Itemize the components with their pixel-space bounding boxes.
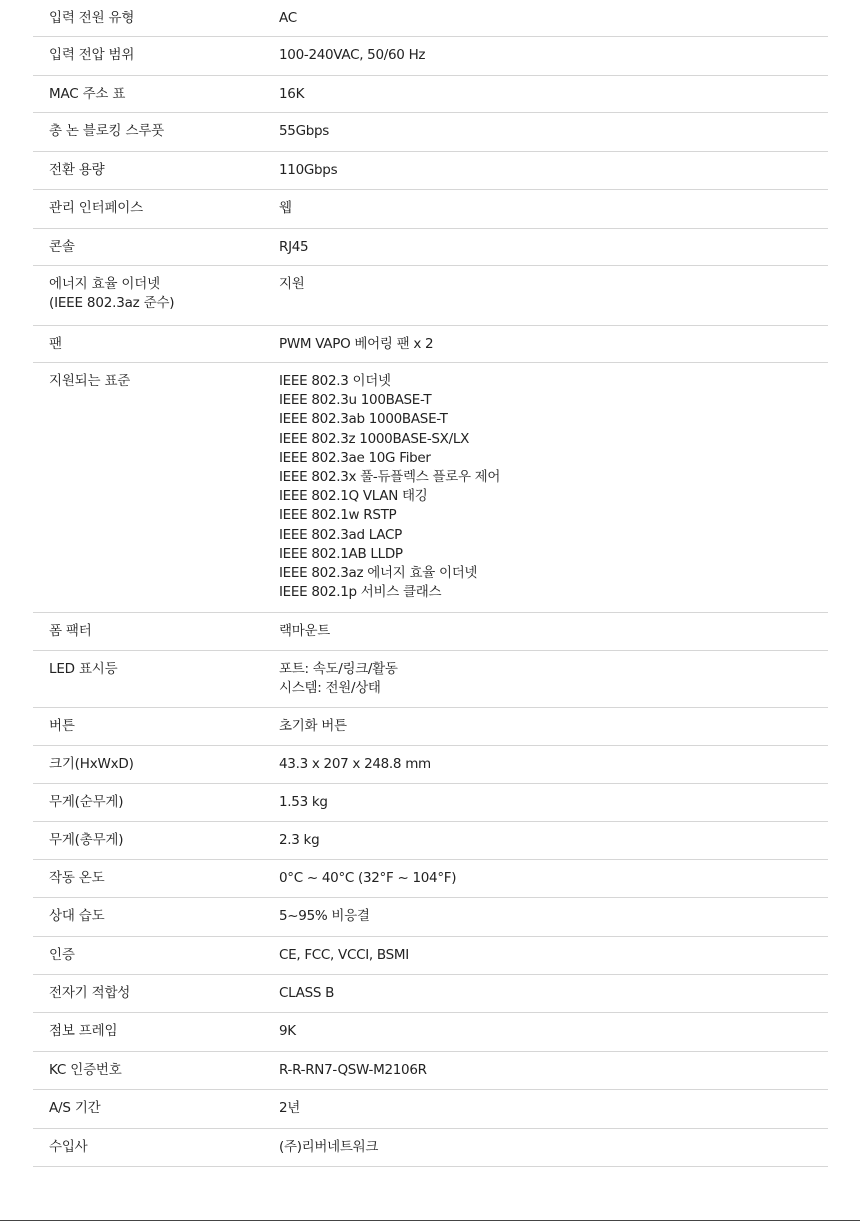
spec-value-line: 43.3 x 207 x 248.8 mm [279,756,431,772]
spec-value-line: CE, FCC, VCCI, BSMI [279,947,409,963]
spec-label: 입력 전원 유형 [49,10,135,26]
spec-value-line: AC [279,10,297,26]
spec-value-line: R-R-RN7-QSW-M2106R [279,1062,427,1078]
spec-label: 작동 온도 [49,870,105,886]
spec-value [279,1061,828,1080]
spec-row [33,784,828,822]
spec-row [33,326,828,363]
spec-value-line: IEEE 802.3x 풀-듀플렉스 플로우 제어 [279,469,501,486]
spec-row [33,822,828,860]
spec-table [33,0,828,1167]
spec-value [279,275,828,294]
spec-row [33,190,828,229]
spec-value [279,1099,828,1118]
spec-value-line: IEEE 802.3z 1000BASE-SX/LX [279,430,470,447]
spec-label: MAC 주소 표 [49,86,126,102]
spec-value [279,161,828,180]
spec-value-line: 110Gbps [279,162,338,178]
spec-value-line: IEEE 802.1p 서비스 클래스 [279,584,442,601]
spec-value [279,907,828,926]
spec-value [279,1138,828,1157]
spec-value-line: 웹 [279,200,292,216]
spec-value [279,717,828,736]
spec-row [33,76,828,113]
spec-row [33,975,828,1013]
spec-label: 입력 전압 범위 [49,47,135,63]
spec-label: 크기(HxWxD) [49,756,134,772]
spec-value-line: (주)리버네트워크 [279,1139,379,1155]
spec-value [279,238,828,257]
spec-row [33,651,828,708]
spec-value [279,199,828,218]
spec-value-line: IEEE 802.3 이더넷 [279,373,391,389]
spec-value [279,793,828,812]
spec-row [33,898,828,937]
spec-value [279,122,828,141]
spec-value-line: 0°C ~ 40°C (32°F ~ 104°F) [279,870,457,886]
spec-value [279,831,828,850]
spec-value-line: 100-240VAC, 50/60 Hz [279,47,426,63]
bottom-divider [0,1220,860,1221]
spec-row [33,229,828,266]
spec-value-line: CLASS B [279,985,335,1001]
spec-value-line: 9K [279,1023,296,1039]
spec-value-line: IEEE 802.3u 100BASE-T [279,392,432,409]
spec-value [279,46,828,65]
spec-row [33,1052,828,1090]
spec-row [33,613,828,651]
spec-value-line: RJ45 [279,239,309,255]
spec-label: 지원되는 표준 [49,373,131,389]
spec-value [279,660,828,698]
spec-value-line: 초기화 버튼 [279,718,347,734]
spec-row [33,37,828,76]
spec-value [279,372,828,602]
spec-label: 버튼 [49,718,75,734]
spec-value-line: 16K [279,86,305,102]
spec-label: A/S 기간 [49,1100,101,1116]
spec-row [33,152,828,190]
spec-value [279,1022,828,1041]
spec-value-line: IEEE 802.1AB LLDP [279,545,403,562]
spec-row [33,113,828,152]
spec-label: 상대 습도 [49,908,105,924]
spec-value [279,984,828,1003]
spec-value-line: IEEE 802.3az 에너지 효율 이더넷 [279,565,478,582]
spec-value-line: 지원 [279,276,305,292]
spec-row [33,0,828,37]
spec-label: 콘솔 [49,239,75,255]
spec-row [33,1090,828,1129]
spec-label: 전환 용량 [49,162,105,178]
spec-value-line: PWM VAPO 베어링 팬 x 2 [279,336,434,352]
spec-value [279,946,828,965]
spec-label: LED 표시등 [49,661,118,677]
spec-label: KC 인증번호 [49,1062,122,1078]
spec-value-line: IEEE 802.1Q VLAN 태깅 [279,488,428,505]
spec-label: 총 논 블로킹 스루풋 [49,123,165,139]
spec-value-line: 55Gbps [279,123,330,139]
spec-row [33,708,828,746]
spec-value [279,869,828,888]
spec-label: 폼 팩터 [49,623,92,639]
spec-value-line: 시스템: 전원/상태 [279,680,381,697]
spec-row [33,1013,828,1052]
spec-value-line: 5~95% 비응결 [279,908,370,924]
spec-row [33,746,828,784]
spec-value-line: IEEE 802.1w RSTP [279,507,397,524]
spec-label: 관리 인터페이스 [49,200,143,216]
spec-value [279,85,828,104]
spec-value-line: IEEE 802.3ae 10G Fiber [279,449,431,466]
spec-label: 전자기 적합성 [49,985,131,1001]
spec-row [33,266,828,326]
spec-label: 수입사 [49,1139,88,1155]
spec-row [33,363,828,613]
spec-value-line: 2.3 kg [279,832,320,848]
spec-value-line: 1.53 kg [279,794,328,810]
spec-value-line: IEEE 802.3ad LACP [279,526,402,543]
spec-value-line: 2년 [279,1100,301,1116]
spec-label: 무게(총무게) [49,832,124,848]
spec-label: 에너지 효율 이더넷 (IEEE 802.3az 준수) [49,276,175,311]
spec-row [33,1129,828,1167]
spec-label: 팬 [49,336,62,352]
spec-value [279,755,828,774]
spec-label: 무게(순무게) [49,794,124,810]
spec-label: 점보 프레임 [49,1023,118,1039]
spec-row [33,937,828,975]
spec-value-line: 포트: 속도/링크/활동 [279,661,398,677]
spec-label: 인증 [49,947,75,963]
spec-value-line: IEEE 802.3ab 1000BASE-T [279,411,448,428]
spec-value [279,622,828,641]
spec-value [279,9,828,28]
spec-value [279,335,828,354]
spec-row [33,860,828,898]
spec-value-line: 랙마운트 [279,623,330,639]
